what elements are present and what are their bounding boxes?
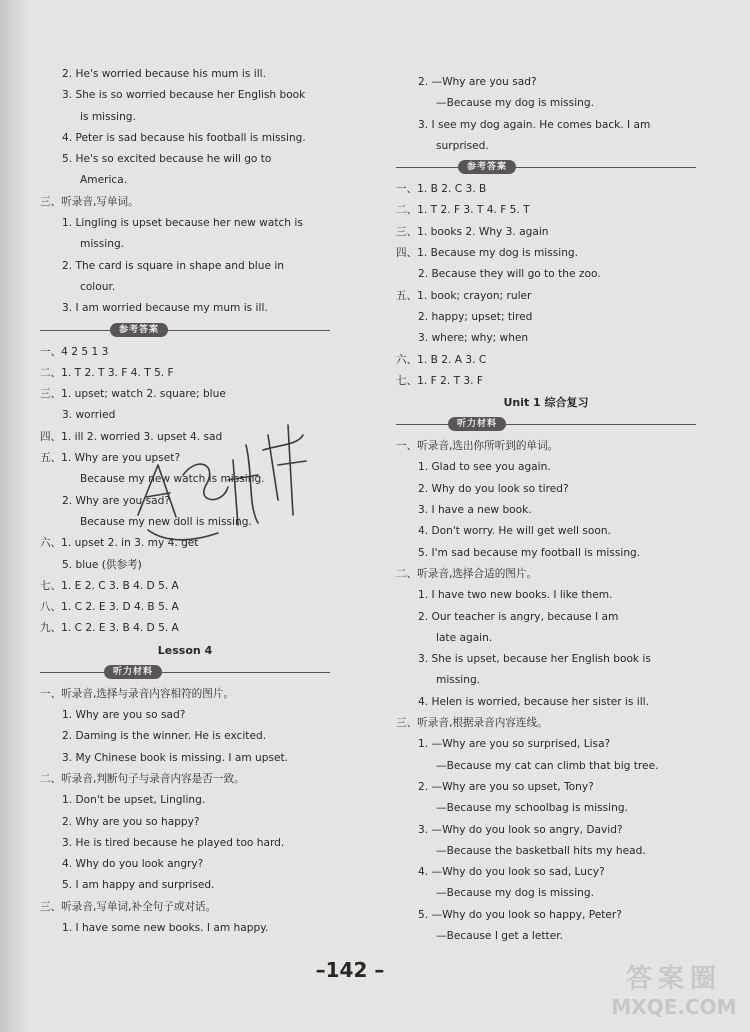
handwriting-scribble [128,405,328,555]
answers-tag: 参考答案 [458,160,516,174]
answer-line: 四、1. Because my dog is missing. [396,247,579,260]
text-line: missing. [436,674,481,687]
text-line: 2. Why are you so happy? [62,815,200,828]
answer-line: 五、1. book; crayon; ruler [396,289,532,302]
answer-line: 七、1. F 2. T 3. F [396,374,484,387]
answer-line: 二、1. T 2. T 3. F 4. T 5. F [40,366,174,379]
answer-line: 2. Because they will go to the zoo. [418,268,601,281]
answer-line: 九、1. C 2. E 3. B 4. D 5. A [40,622,179,635]
text-line: America. [80,174,128,187]
answer-line: Because my new watch is missing. [80,473,265,486]
answer-line: 五、1. Why are you upset? [40,452,181,465]
answer-line: 三、1. books 2. Why 3. again [396,225,549,238]
text-line: 3. I am worried because my mum is ill. [62,302,268,315]
text-line: —Because my schoolbag is missing. [436,802,628,815]
answer-line: 八、1. C 2. E 3. D 4. B 5. A [40,601,179,614]
text-line: 1. —Why are you so surprised, Lisa? [418,738,611,751]
text-line: 1. I have some new books. I am happy. [62,921,269,934]
answer-line: 六、1. upset 2. in 3. my 4. get [40,537,199,550]
text-line: 2. Daming is the winner. He is excited. [62,730,267,743]
text-line: 2. The card is square in shape and blue in [62,259,284,272]
text-line: —Because the basketball hits my head. [436,844,646,857]
answer-line: 2. happy; upset; tired [418,310,533,323]
answer-line: 2. Why are you sad? [62,494,170,507]
banner-rule [396,167,696,168]
text-line: 2. —Why are you so upset, Tony? [418,780,594,793]
watermark-logo [598,965,750,1032]
listening-tag: 听力材料 [448,417,506,431]
text-line: 4. Helen is worried, because her sister is ill. [418,695,649,708]
listening-banner [40,662,330,684]
page-edge-shadow [0,0,30,1032]
text-line: —Because my dog is missing. [436,887,594,900]
text-line: 4. Peter is sad because his football is missing. [62,131,306,144]
section-heading: 一、听录音,选择与录音内容相符的图片。 [40,687,235,700]
text-line: 4. Don't worry. He will get well soon. [418,525,611,538]
listening-banner [396,414,696,436]
text-line: 3. My Chinese book is missing. I am upset. [62,751,289,764]
text-line: late again. [436,631,493,644]
answer-line: 5. blue (供参考) [62,558,142,571]
answer-line: 一、4 2 5 1 3 [40,345,109,358]
answers-tag: 参考答案 [110,323,168,337]
text-line: 2. Why do you look so tired? [418,482,569,495]
text-line: surprised. [436,139,489,152]
unit-title: Unit 1 综合复习 [503,396,589,410]
text-line: 5. I'm sad because my football is missing. [418,546,641,559]
text-line: 3. —Why do you look so angry, David? [418,823,623,836]
text-line: —Because my dog is missing. [436,97,594,110]
banner-rule [396,424,696,425]
text-line: 3. I have a new book. [418,504,532,517]
answer-line: 六、1. B 2. A 3. C [396,353,487,366]
lesson-title: Lesson 4 [157,643,213,657]
watermark-text: 答案圈 [625,964,722,994]
text-line: 1. Glad to see you again. [418,461,551,474]
banner-rule [40,330,330,331]
text-line: 2. He's worried because his mum is ill. [62,68,266,80]
text-line: —Because I get a letter. [436,929,563,942]
answer-line: 一、1. B 2. C 3. B [396,183,487,196]
section-heading: 二、听录音,判断句子与录音内容是否一致。 [40,772,245,785]
text-line: 3. She is so worried because her English book [62,89,306,102]
text-line: 4. Why do you look angry? [62,858,204,871]
text-line: 3. He is tired because he played too hard. [62,836,285,849]
text-line: 1. Lingling is upset because her new watch is [62,217,303,230]
section-heading: 二、听录音,选择合适的图片。 [396,567,538,580]
text-line: 2. Our teacher is angry, because I am [418,610,619,623]
answer-line: Because my new doll is missing. [80,515,252,528]
text-line: 5. —Why do you look so happy, Peter? [418,908,622,921]
text-line: 5. He's so excited because he will go to [62,153,272,166]
text-line: 5. I am happy and surprised. [62,879,215,892]
answers-banner [396,157,696,179]
answer-line: 3. where; why; when [418,332,529,345]
text-line: 1. I have two new books. I like them. [418,589,613,602]
text-line: colour. [80,280,116,293]
answers-banner [40,320,330,342]
section-heading: 三、听录音,写单词。 [40,195,139,208]
right-column [396,72,696,947]
banner-rule [40,672,330,673]
answer-line: 3. worried [62,409,116,422]
text-line: 2. —Why are you sad? [418,76,537,88]
listening-tag: 听力材料 [104,665,162,679]
text-line: 3. She is upset, because her English book is [418,653,651,666]
section-heading: 三、听录音,写单词,补全句子或对话。 [40,900,217,913]
text-line: 4. —Why do you look so sad, Lucy? [418,866,605,879]
text-line: is missing. [80,110,136,123]
answer-line: 四、1. ill 2. worried 3. upset 4. sad [40,430,223,443]
text-line: 1. Don't be upset, Lingling. [62,794,206,807]
page-number: –142 – [315,958,385,982]
answer-line: 七、1. E 2. C 3. B 4. D 5. A [40,579,179,592]
text-line: missing. [80,238,125,251]
text-line: —Because my cat can climb that big tree. [436,759,659,772]
section-heading: 一、听录音,选出你所听到的单词。 [396,440,559,453]
section-heading: 三、听录音,根据录音内容连线。 [396,717,548,730]
answer-line: 三、1. upset; watch 2. square; blue [40,388,226,401]
watermark-domain: MXQE.COM [611,995,737,1019]
answer-line: 二、1. T 2. F 3. T 4. F 5. T [396,204,530,217]
text-line: 3. I see my dog again. He comes back. I am [418,118,651,131]
text-line: 1. Why are you so sad? [62,709,186,722]
